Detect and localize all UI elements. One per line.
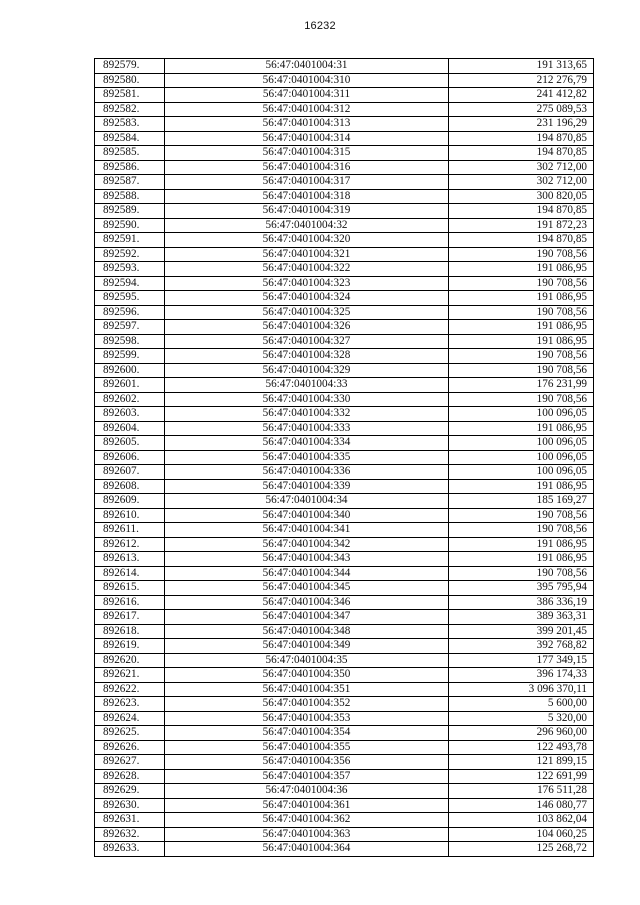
cadastral-value-cell: 392 768,82 xyxy=(449,639,594,654)
row-number-cell: 892594. xyxy=(95,276,165,291)
cadastral-number-cell: 56:47:0401004:325 xyxy=(165,305,449,320)
table-row xyxy=(95,639,594,654)
table-row xyxy=(95,537,594,552)
cadastral-value-cell: 241 412,82 xyxy=(449,88,594,103)
table-row xyxy=(95,465,594,480)
table-row xyxy=(95,363,594,378)
cadastral-number-cell: 56:47:0401004:344 xyxy=(165,566,449,581)
table-row xyxy=(95,436,594,451)
cadastral-number-cell: 56:47:0401004:329 xyxy=(165,363,449,378)
table-body xyxy=(95,59,594,857)
cadastral-value-cell: 194 870,85 xyxy=(449,131,594,146)
cadastral-number-cell: 56:47:0401004:327 xyxy=(165,334,449,349)
row-number-cell: 892603. xyxy=(95,407,165,422)
cadastral-value-cell: 177 349,15 xyxy=(449,653,594,668)
table-row xyxy=(95,798,594,813)
table-row xyxy=(95,131,594,146)
cadastral-number-cell: 56:47:0401004:354 xyxy=(165,726,449,741)
row-number-cell: 892583. xyxy=(95,117,165,132)
table-row xyxy=(95,407,594,422)
cadastral-number-cell: 56:47:0401004:315 xyxy=(165,146,449,161)
cadastral-value-cell: 191 872,23 xyxy=(449,218,594,233)
row-number-cell: 892584. xyxy=(95,131,165,146)
cadastral-value-cell: 302 712,00 xyxy=(449,175,594,190)
table-row xyxy=(95,784,594,799)
cadastral-value-cell: 191 086,95 xyxy=(449,291,594,306)
cadastral-number-cell: 56:47:0401004:316 xyxy=(165,160,449,175)
cadastral-value-cell: 5 600,00 xyxy=(449,697,594,712)
row-number-cell: 892622. xyxy=(95,682,165,697)
table-row xyxy=(95,755,594,770)
cadastral-value-cell: 191 086,95 xyxy=(449,262,594,277)
cadastral-number-cell: 56:47:0401004:310 xyxy=(165,73,449,88)
cadastral-value-cell: 231 196,29 xyxy=(449,117,594,132)
cadastral-value-cell: 3 096 370,11 xyxy=(449,682,594,697)
row-number-cell: 892607. xyxy=(95,465,165,480)
row-number-cell: 892602. xyxy=(95,392,165,407)
cadastral-number-cell: 56:47:0401004:32 xyxy=(165,218,449,233)
table-row xyxy=(95,160,594,175)
table-row xyxy=(95,88,594,103)
row-number-cell: 892620. xyxy=(95,653,165,668)
row-number-cell: 892628. xyxy=(95,769,165,784)
cadastral-value-cell: 396 174,33 xyxy=(449,668,594,683)
cadastral-value-cell: 122 493,78 xyxy=(449,740,594,755)
cadastral-number-cell: 56:47:0401004:351 xyxy=(165,682,449,697)
cadastral-value-cell: 185 169,27 xyxy=(449,494,594,509)
row-number-cell: 892617. xyxy=(95,610,165,625)
cadastral-value-cell: 296 960,00 xyxy=(449,726,594,741)
cadastral-value-cell: 5 320,00 xyxy=(449,711,594,726)
table-row xyxy=(95,189,594,204)
cadastral-number-cell: 56:47:0401004:335 xyxy=(165,450,449,465)
cadastral-value-cell: 386 336,19 xyxy=(449,595,594,610)
table-row xyxy=(95,117,594,132)
row-number-cell: 892612. xyxy=(95,537,165,552)
row-number-cell: 892615. xyxy=(95,581,165,596)
cadastral-value-cell: 100 096,05 xyxy=(449,407,594,422)
cadastral-number-cell: 56:47:0401004:333 xyxy=(165,421,449,436)
table-row xyxy=(95,842,594,857)
cadastral-number-cell: 56:47:0401004:31 xyxy=(165,59,449,74)
cadastral-value-cell: 103 862,04 xyxy=(449,813,594,828)
row-number-cell: 892623. xyxy=(95,697,165,712)
table-row xyxy=(95,711,594,726)
table-row xyxy=(95,697,594,712)
table-row xyxy=(95,740,594,755)
table-row xyxy=(95,276,594,291)
cadastral-number-cell: 56:47:0401004:328 xyxy=(165,349,449,364)
row-number-cell: 892580. xyxy=(95,73,165,88)
cadastral-number-cell: 56:47:0401004:317 xyxy=(165,175,449,190)
row-number-cell: 892581. xyxy=(95,88,165,103)
cadastral-value-cell: 191 086,95 xyxy=(449,320,594,335)
row-number-cell: 892625. xyxy=(95,726,165,741)
row-number-cell: 892587. xyxy=(95,175,165,190)
table-row xyxy=(95,523,594,538)
table-row xyxy=(95,262,594,277)
cadastral-number-cell: 56:47:0401004:334 xyxy=(165,436,449,451)
cadastral-number-cell: 56:47:0401004:319 xyxy=(165,204,449,219)
row-number-cell: 892618. xyxy=(95,624,165,639)
row-number-cell: 892632. xyxy=(95,827,165,842)
row-number-cell: 892629. xyxy=(95,784,165,799)
cadastral-value-cell: 104 060,25 xyxy=(449,827,594,842)
row-number-cell: 892589. xyxy=(95,204,165,219)
cadastral-value-cell: 100 096,05 xyxy=(449,436,594,451)
table-row xyxy=(95,305,594,320)
cadastral-number-cell: 56:47:0401004:348 xyxy=(165,624,449,639)
table-row xyxy=(95,175,594,190)
table-row xyxy=(95,827,594,842)
cadastral-value-cell: 190 708,56 xyxy=(449,349,594,364)
cadastral-number-cell: 56:47:0401004:332 xyxy=(165,407,449,422)
cadastral-number-cell: 56:47:0401004:322 xyxy=(165,262,449,277)
cadastral-value-cell: 191 313,65 xyxy=(449,59,594,74)
cadastral-number-cell: 56:47:0401004:318 xyxy=(165,189,449,204)
cadastral-number-cell: 56:47:0401004:330 xyxy=(165,392,449,407)
row-number-cell: 892621. xyxy=(95,668,165,683)
table-row xyxy=(95,682,594,697)
cadastral-value-cell: 190 708,56 xyxy=(449,305,594,320)
table-row xyxy=(95,653,594,668)
cadastral-number-cell: 56:47:0401004:313 xyxy=(165,117,449,132)
row-number-cell: 892626. xyxy=(95,740,165,755)
row-number-cell: 892598. xyxy=(95,334,165,349)
table-row xyxy=(95,247,594,262)
row-number-cell: 892630. xyxy=(95,798,165,813)
cadastral-number-cell: 56:47:0401004:320 xyxy=(165,233,449,248)
cadastral-value-cell: 122 691,99 xyxy=(449,769,594,784)
table-row xyxy=(95,392,594,407)
row-number-cell: 892631. xyxy=(95,813,165,828)
cadastral-number-cell: 56:47:0401004:343 xyxy=(165,552,449,567)
cadastral-number-cell: 56:47:0401004:355 xyxy=(165,740,449,755)
table-row xyxy=(95,494,594,509)
cadastral-number-cell: 56:47:0401004:352 xyxy=(165,697,449,712)
cadastral-value-cell: 194 870,85 xyxy=(449,146,594,161)
cadastral-value-cell: 191 086,95 xyxy=(449,552,594,567)
table-row xyxy=(95,291,594,306)
cadastral-number-cell: 56:47:0401004:363 xyxy=(165,827,449,842)
cadastral-number-cell: 56:47:0401004:356 xyxy=(165,755,449,770)
cadastral-value-cell: 190 708,56 xyxy=(449,247,594,262)
table-row xyxy=(95,668,594,683)
cadastral-number-cell: 56:47:0401004:347 xyxy=(165,610,449,625)
table-row xyxy=(95,769,594,784)
row-number-cell: 892608. xyxy=(95,479,165,494)
cadastral-number-cell: 56:47:0401004:339 xyxy=(165,479,449,494)
table-row xyxy=(95,218,594,233)
row-number-cell: 892596. xyxy=(95,305,165,320)
cadastral-value-cell: 191 086,95 xyxy=(449,334,594,349)
cadastral-number-cell: 56:47:0401004:342 xyxy=(165,537,449,552)
cadastral-value-cell: 300 820,05 xyxy=(449,189,594,204)
cadastral-number-cell: 56:47:0401004:341 xyxy=(165,523,449,538)
cadastral-number-cell: 56:47:0401004:353 xyxy=(165,711,449,726)
cadastral-number-cell: 56:47:0401004:311 xyxy=(165,88,449,103)
cadastral-number-cell: 56:47:0401004:350 xyxy=(165,668,449,683)
cadastral-value-cell: 389 363,31 xyxy=(449,610,594,625)
cadastral-number-cell: 56:47:0401004:345 xyxy=(165,581,449,596)
cadastral-number-cell: 56:47:0401004:357 xyxy=(165,769,449,784)
row-number-cell: 892586. xyxy=(95,160,165,175)
cadastral-number-cell: 56:47:0401004:34 xyxy=(165,494,449,509)
cadastral-value-cell: 100 096,05 xyxy=(449,465,594,480)
table-row xyxy=(95,581,594,596)
table-row xyxy=(95,334,594,349)
cadastral-value-cell: 176 511,28 xyxy=(449,784,594,799)
cadastral-value-cell: 176 231,99 xyxy=(449,378,594,393)
cadastral-number-cell: 56:47:0401004:361 xyxy=(165,798,449,813)
cadastral-value-cell: 190 708,56 xyxy=(449,566,594,581)
cadastral-number-cell: 56:47:0401004:323 xyxy=(165,276,449,291)
table-row xyxy=(95,349,594,364)
cadastral-value-cell: 191 086,95 xyxy=(449,537,594,552)
row-number-cell: 892593. xyxy=(95,262,165,277)
cadastral-value-table xyxy=(94,58,594,857)
table-row xyxy=(95,421,594,436)
row-number-cell: 892597. xyxy=(95,320,165,335)
table-row xyxy=(95,566,594,581)
table-row xyxy=(95,552,594,567)
cadastral-value-cell: 190 708,56 xyxy=(449,392,594,407)
row-number-cell: 892591. xyxy=(95,233,165,248)
table-row xyxy=(95,479,594,494)
table-row xyxy=(95,610,594,625)
cadastral-value-cell: 212 276,79 xyxy=(449,73,594,88)
cadastral-value-cell: 302 712,00 xyxy=(449,160,594,175)
table-row xyxy=(95,233,594,248)
cadastral-number-cell: 56:47:0401004:36 xyxy=(165,784,449,799)
cadastral-value-cell: 190 708,56 xyxy=(449,363,594,378)
cadastral-value-cell: 190 708,56 xyxy=(449,276,594,291)
cadastral-value-cell: 100 096,05 xyxy=(449,450,594,465)
row-number-cell: 892590. xyxy=(95,218,165,233)
row-number-cell: 892588. xyxy=(95,189,165,204)
row-number-cell: 892599. xyxy=(95,349,165,364)
cadastral-number-cell: 56:47:0401004:324 xyxy=(165,291,449,306)
row-number-cell: 892606. xyxy=(95,450,165,465)
table-row xyxy=(95,204,594,219)
row-number-cell: 892616. xyxy=(95,595,165,610)
cadastral-number-cell: 56:47:0401004:326 xyxy=(165,320,449,335)
cadastral-value-cell: 190 708,56 xyxy=(449,508,594,523)
table-row xyxy=(95,59,594,74)
row-number-cell: 892619. xyxy=(95,639,165,654)
cadastral-value-cell: 191 086,95 xyxy=(449,479,594,494)
cadastral-number-cell: 56:47:0401004:314 xyxy=(165,131,449,146)
row-number-cell: 892595. xyxy=(95,291,165,306)
row-number-cell: 892582. xyxy=(95,102,165,117)
cadastral-number-cell: 56:47:0401004:340 xyxy=(165,508,449,523)
row-number-cell: 892624. xyxy=(95,711,165,726)
table-row xyxy=(95,508,594,523)
cadastral-value-cell: 399 201,45 xyxy=(449,624,594,639)
table-row xyxy=(95,726,594,741)
row-number-cell: 892605. xyxy=(95,436,165,451)
cadastral-number-cell: 56:47:0401004:362 xyxy=(165,813,449,828)
cadastral-value-cell: 146 080,77 xyxy=(449,798,594,813)
row-number-cell: 892633. xyxy=(95,842,165,857)
row-number-cell: 892614. xyxy=(95,566,165,581)
cadastral-value-cell: 191 086,95 xyxy=(449,421,594,436)
cadastral-value-cell: 194 870,85 xyxy=(449,204,594,219)
table-row xyxy=(95,624,594,639)
table-row xyxy=(95,73,594,88)
cadastral-number-cell: 56:47:0401004:35 xyxy=(165,653,449,668)
row-number-cell: 892601. xyxy=(95,378,165,393)
row-number-cell: 892611. xyxy=(95,523,165,538)
table-row xyxy=(95,378,594,393)
row-number-cell: 892627. xyxy=(95,755,165,770)
row-number-cell: 892600. xyxy=(95,363,165,378)
row-number-cell: 892585. xyxy=(95,146,165,161)
cadastral-number-cell: 56:47:0401004:364 xyxy=(165,842,449,857)
table-row xyxy=(95,595,594,610)
row-number-cell: 892579. xyxy=(95,59,165,74)
cadastral-value-cell: 194 870,85 xyxy=(449,233,594,248)
cadastral-value-cell: 275 089,53 xyxy=(449,102,594,117)
page-number: 16232 xyxy=(304,20,336,32)
cadastral-value-cell: 395 795,94 xyxy=(449,581,594,596)
row-number-cell: 892610. xyxy=(95,508,165,523)
table-row xyxy=(95,102,594,117)
row-number-cell: 892604. xyxy=(95,421,165,436)
cadastral-value-cell: 125 268,72 xyxy=(449,842,594,857)
table-row xyxy=(95,146,594,161)
table-row xyxy=(95,450,594,465)
cadastral-number-cell: 56:47:0401004:336 xyxy=(165,465,449,480)
row-number-cell: 892609. xyxy=(95,494,165,509)
table-row xyxy=(95,320,594,335)
row-number-cell: 892613. xyxy=(95,552,165,567)
cadastral-number-cell: 56:47:0401004:321 xyxy=(165,247,449,262)
cadastral-value-cell: 121 899,15 xyxy=(449,755,594,770)
cadastral-value-cell: 190 708,56 xyxy=(449,523,594,538)
row-number-cell: 892592. xyxy=(95,247,165,262)
cadastral-number-cell: 56:47:0401004:349 xyxy=(165,639,449,654)
table-row xyxy=(95,813,594,828)
cadastral-number-cell: 56:47:0401004:33 xyxy=(165,378,449,393)
cadastral-number-cell: 56:47:0401004:346 xyxy=(165,595,449,610)
cadastral-number-cell: 56:47:0401004:312 xyxy=(165,102,449,117)
